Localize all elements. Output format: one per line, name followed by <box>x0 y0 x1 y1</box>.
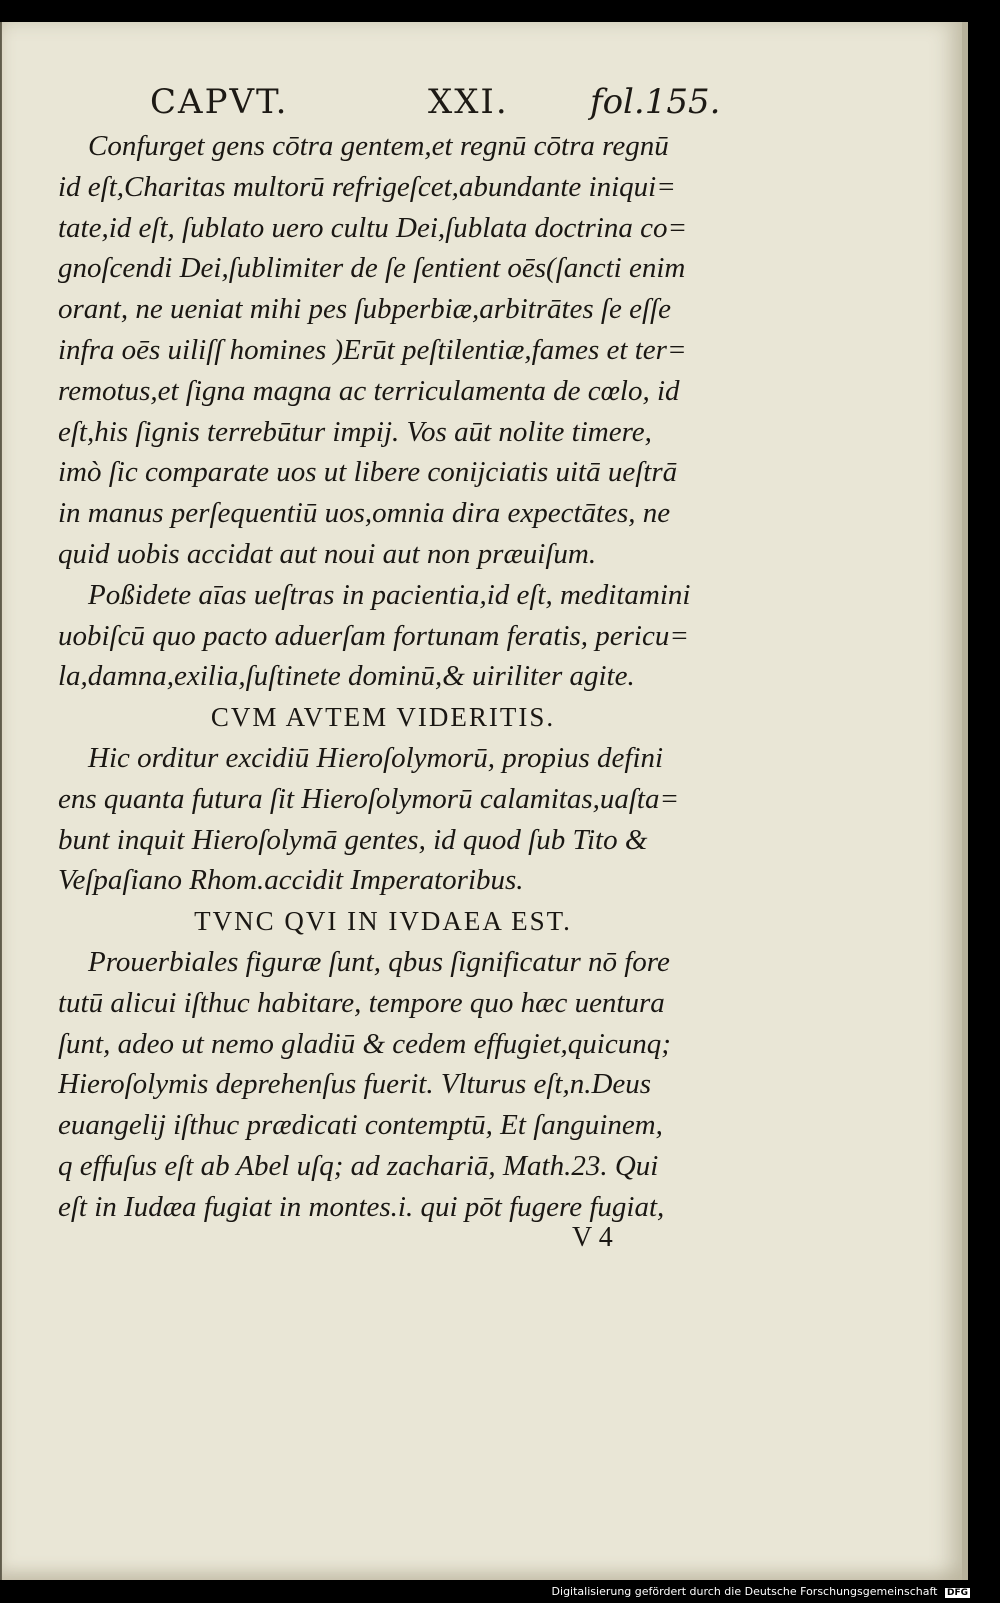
text-line: eſt in Iudæa fugiat in montes.i. qui pōt fugere fugiat, <box>58 1190 665 1223</box>
text-line: Hieroſolymis deprehenſus fuerit. Vlturus eſt,n.Deus <box>58 1068 652 1101</box>
header-folio-number: fol.155. <box>590 82 721 122</box>
text-line: tutū alicui iſthuc habitare, tempore quo hæc uentura <box>58 986 665 1019</box>
text-line: uobiſcū quo pacto aduerſam fortunam feratis, pericu= <box>58 619 689 652</box>
text-line: eſt,his ſignis terrebūtur impij. Vos aūt nolite timere, <box>58 415 652 448</box>
running-header <box>150 82 721 132</box>
text-line: Confurget gens cōtra gentem,et regnū cōtra regnū <box>88 130 669 162</box>
section-heading: CVM AVTEM VIDERITIS. <box>210 702 556 733</box>
text-line: ſunt, adeo ut nemo gladiū & cedem effugiet,quicunq; <box>58 1027 671 1060</box>
text-line: imò ſic comparate uos ut libere conijciatis uitā ueſtrā <box>58 456 678 489</box>
text-line: infra oēs uiliſſ homines )Erūt peſtilentiæ,fames et ter= <box>58 333 687 366</box>
text-line: Poßidete aīas ueſtras in pacientia,id eſt, meditamini <box>88 578 691 611</box>
signature-mark: V 4 <box>572 1222 613 1253</box>
text-line: Veſpaſiano Rhom.accidit Imperatoribus. <box>58 864 524 897</box>
text-line: bunt inquit Hieroſolymā gentes, id quod ſub Tito & <box>58 823 648 856</box>
text-line: quid uobis accidat aut noui aut non præuiſum. <box>58 537 597 570</box>
text-line: in manus perſequentiū uos,omnia dira expectātes, ne <box>58 497 671 530</box>
header-caput: CAPVT. <box>150 82 289 122</box>
text-line: id eſt,Charitas multorū refrigeſcet,abundante iniqui= <box>58 170 676 203</box>
text-line: euangelij iſthuc prædicati contemptū, Et ſanguinem, <box>58 1109 663 1142</box>
text-line: orant, ne ueniat mihi pes ſubperbiæ,arbitrātes ſe eſſe <box>58 293 671 326</box>
text-line: ens quanta futura ſit Hieroſolymorū calamitas,uaſta= <box>58 782 680 815</box>
text-line: tate,id eſt, ſublato uero cultu Dei,ſublata doctrina co= <box>58 211 688 244</box>
dfg-logo: DFG <box>946 1588 968 1598</box>
section-heading: TVNC QVI IN IVDAEA EST. <box>194 906 572 937</box>
digitization-credit <box>552 1585 970 1598</box>
text-line: remotus,et ſigna magna ac terriculamenta de cœlo, id <box>58 374 680 407</box>
text-line: Prouerbiales figuræ ſunt, qbus ſignificatur nō fore <box>88 945 670 978</box>
text-line: q effuſus eſt ab Abel uſq; ad zachariā, Math.23. Qui <box>58 1149 659 1182</box>
text-line: la,damna,exilia,ſuſtinete dominū,& uiriliter agite. <box>58 660 635 693</box>
text-line: gnoſcendi Dei,ſublimiter de ſe ſentient oēs(ſancti enim <box>58 252 686 285</box>
header-chapter-number: XXI. <box>428 82 509 122</box>
body-text <box>58 126 708 1228</box>
credit-text: Digitalisierung gefördert durch die Deutsche Forschungsgemeinschaft <box>551 1585 938 1598</box>
text-line: Hic orditur excidiū Hieroſolymorū, propius defini <box>88 741 664 774</box>
